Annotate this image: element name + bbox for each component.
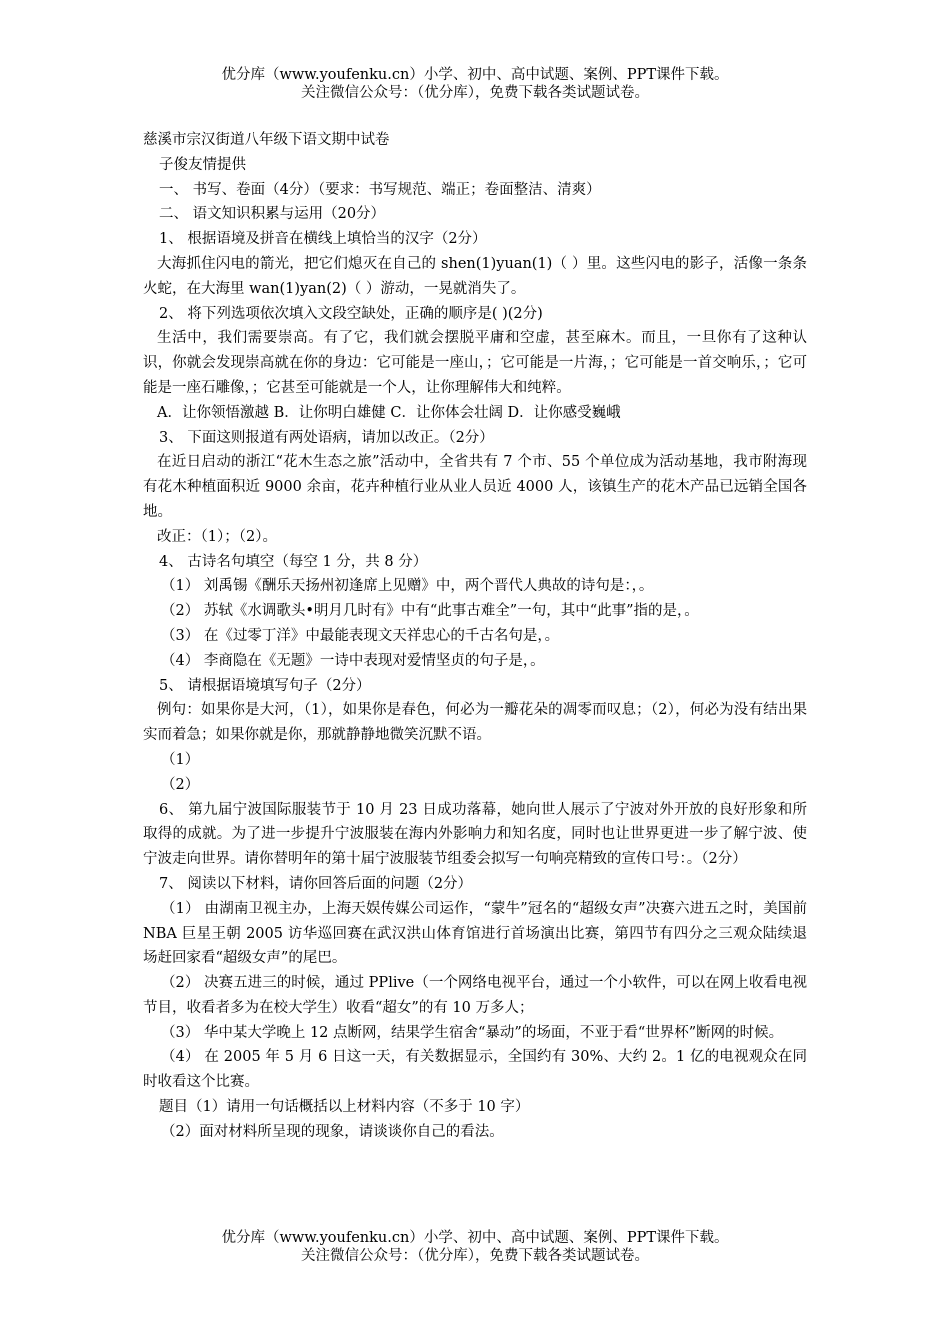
question-3-answer: 改正：（1）；（2）。 (157, 528, 277, 545)
section-2-heading: 二、 语文知识积累与运用（20分） (159, 206, 386, 223)
question-2-options: A．让你领悟激越 B．让你明白雄健 C．让你体会壮阔 D．让你感受巍峨 (157, 404, 621, 421)
question-7-item: （4） 在 2005 年 5 月 6 日这一天，有关数据显示，全国约有 30%、大约 2。1 亿的电视观众在同时收看这个比赛。 (143, 1049, 807, 1091)
section-1-heading: 一、 书写、卷面（4分）（要求：书写规范、端正；卷面整洁、清爽） (159, 181, 601, 198)
question-4-item: （2） 苏轼《水调歌头•明月几时有》中有“此事古难全”一句，其中“此事”指的是，。 (161, 603, 699, 620)
question-7-item: （3） 华中某大学晚上 12 点断网，结果学生宿舍“暴动”的场面，不亚于看“世界杯”断网的时候。 (161, 1024, 784, 1041)
question-4-item: （4） 李商隐在《无题》一诗中表现对爱情坚贞的句子是，。 (161, 652, 545, 669)
question-7-title: 7、 阅读以下材料，请你回答后面的问题（2分） (159, 875, 473, 892)
question-7-item: （1） 由湖南卫视主办，上海天娱传媒公司运作，“蒙牛”冠名的“超级女声”决赛六进五之时，美国前 NBA 巨星王朝 2005 访华巡回赛在武汉洪山体育馆进行首场演出比赛，第四节有四分之三观众陆续退场赶回家看“超级女声”的尾巴。 (143, 900, 807, 967)
question-5-text: 例句：如果你是大河，（1），如果你是春色，何必为一瓣花朵的凋零而叹息；（2），何必为没有结出果实而着急；如果你就是你，那就静静地微笑沉默不语。 (143, 702, 807, 744)
question-6-text: 6、 第九届宁波国际服装节于 10 月 23 日成功落幕，她向世人展示了宁波对外开放的良好形象和所取得的成就。为了进一步提升宁波服装在海内外影响力和知名度，同时也让世界更进一步了解宁波、使宁波走向世界。请你替明年的第十届宁波服装节组委会拟写一句响亮精致的宣传口号：。（2分） (143, 801, 807, 868)
question-4-item: （1） 刘禹锡《酬乐天扬州初逢席上见赠》中，两个晋代人典故的诗句是：，。 (161, 578, 654, 595)
question-4-item: （3） 在《过零丁洋》中最能表现文天祥忠心的千古名句是，。 (161, 627, 560, 644)
question-7-item: （2） 决赛五进三的时候，通过 PPlive（一个网络电视平台，通过一个小软件，可以在网上收看电视节目，收看者多为在校大学生）收看“超女”的有 10 万多人； (143, 975, 807, 1016)
page-header (0, 66, 950, 102)
provider-line: 子俊友情提供 (159, 156, 246, 173)
question-7-prompt-1: 题目（1）请用一句话概括以上材料内容（不多于 10 字） (159, 1099, 530, 1116)
header-line-2: 关注微信公众号：（优分库），免费下载各类试题试卷。 (301, 85, 649, 101)
question-2-title: 2、 将下列选项依次填入文段空缺处，正确的顺序是( )(2分) (159, 305, 543, 322)
question-1-title: 1、 根据语境及拼音在横线上填恰当的汉字（2分） (159, 231, 487, 248)
question-3-title: 3、 下面这则报道有两处语病，请加以改正。（2分） (159, 429, 494, 446)
question-1-text: 大海抓住闪电的箭光，把它们熄灭在自己的 shen(1)yuan(1)（ ）里。这些闪电的影子，活像一条条火蛇，在大海里 wan(1)yan(2)（ ）游动，一晃就消失了。 (143, 255, 807, 297)
page-footer (0, 1229, 950, 1265)
question-3-text: 在近日启动的浙江“花木生态之旅”活动中，全省共有 7 个市、55 个单位成为活动基地，我市附海现有花木种植面积近 9000 余亩，花卉种植行业从业人员近 4000 人，该镇生产的花木产品已远销全国各地。 (143, 454, 807, 520)
question-4-title: 4、 古诗名句填空（每空 1 分，共 8 分） (159, 553, 428, 570)
question-5-blank-2: （2） (161, 776, 200, 793)
footer-line-2: 关注微信公众号：（优分库），免费下载各类试题试卷。 (301, 1248, 649, 1264)
footer-line-1: 优分库（www.youfenku.cn）小学、初中、高中试题、案例、PPT课件下载。 (221, 1230, 729, 1246)
question-7-prompt-2: （2）面对材料所呈现的现象，请谈谈你自己的看法。 (161, 1123, 504, 1140)
question-2-text: 生活中，我们需要崇高。有了它，我们就会摆脱平庸和空虚，甚至麻木。而且，一旦你有了这种认识，你就会发现崇高就在你的身边：它可能是一座山，；它可能是一片海，；它可能是一首交响乐，；它可能是一座石雕像，；它甚至可能就是一个人，让你理解伟大和纯粹。 (143, 330, 807, 396)
document-title: 慈溪市宗汉街道八年级下语文期中试卷 (143, 132, 390, 148)
document-body (143, 128, 807, 1145)
question-5-title: 5、 请根据语境填写句子（2分） (159, 677, 371, 694)
question-5-blank-1: （1） (161, 751, 200, 768)
header-line-1: 优分库（www.youfenku.cn）小学、初中、高中试题、案例、PPT课件下载。 (221, 67, 729, 83)
